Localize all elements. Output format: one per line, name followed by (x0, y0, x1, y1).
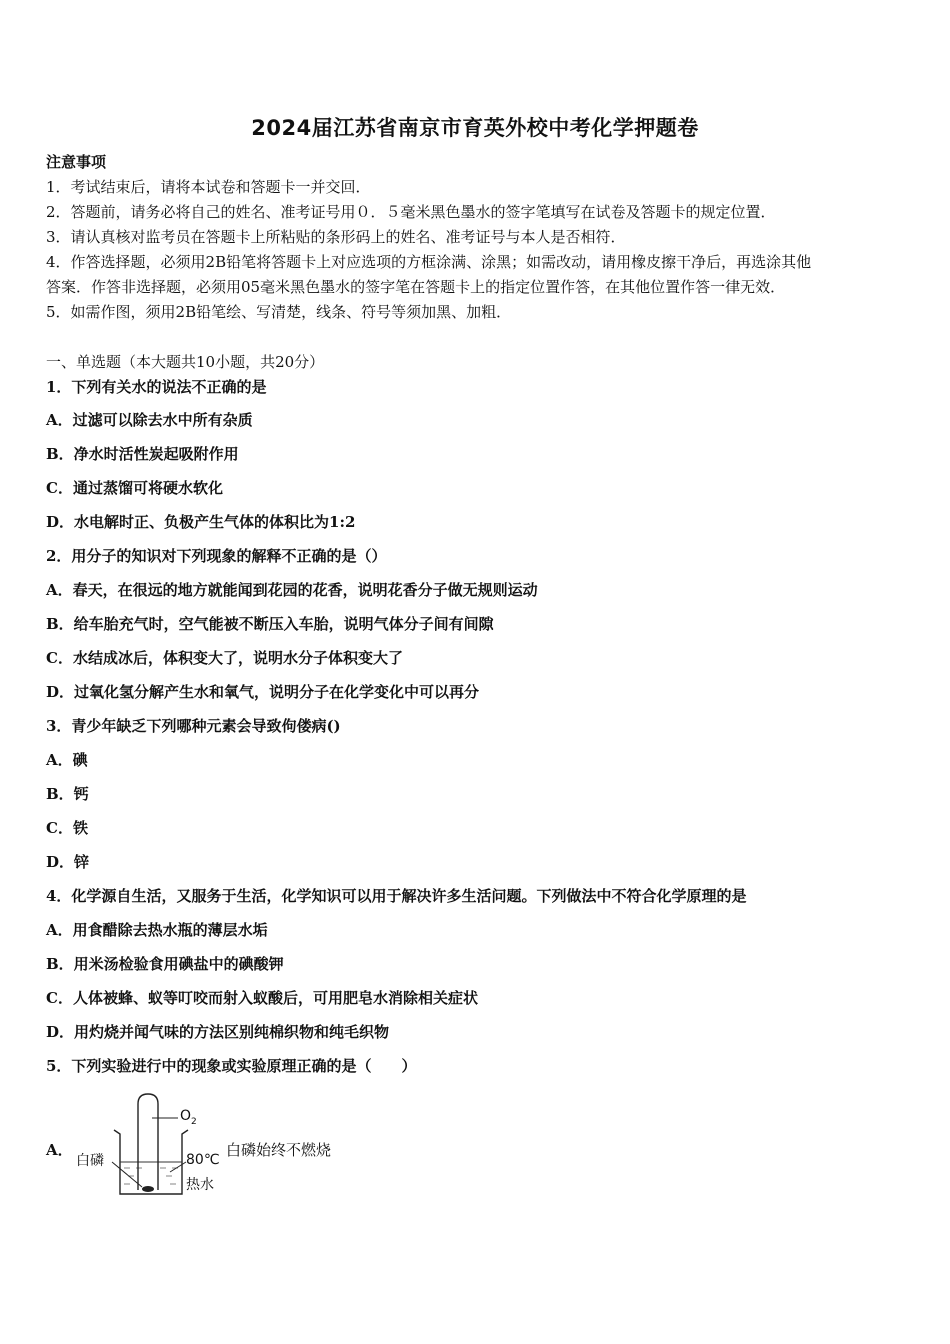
question-option: C．通过蒸馏可将硬水软化 (46, 479, 223, 497)
question-option: D．过氧化氢分解产生水和氧气，说明分子在化学变化中可以再分 (46, 683, 480, 701)
question-option: B．用米汤检验食用碘盐中的碘酸钾 (46, 955, 284, 973)
question-option: C．铁 (46, 819, 88, 837)
question-option: B．净水时活性炭起吸附作用 (46, 445, 239, 463)
option-letter: A． (46, 1141, 73, 1159)
question-option: A．过滤可以除去水中所有杂质 (46, 411, 253, 429)
question-stem: 3．青少年缺乏下列哪种元素会导致佝偻病() (46, 717, 341, 735)
note-item: 2．答题前，请务必将自己的姓名、准考证号用０．５毫米黑色墨水的签字笔填写在试卷及答题卡的规定位置． (46, 203, 776, 221)
question-option: D．用灼烧并闻气味的方法区别纯棉织物和纯毛织物 (46, 1023, 390, 1041)
question-option: C．人体被蜂、蚁等叮咬而射入蚁酸后，可用肥皂水消除相关症状 (46, 989, 478, 1007)
question-stem: 2．用分子的知识对下列现象的解释不正确的是（） (46, 547, 387, 565)
note-item: 答案．作答非选择题，必须用05毫米黑色墨水的签字笔在答题卡上的指定位置作答，在其他位置作答一律无效． (46, 278, 786, 296)
phosphorus-label: 白磷 (76, 1153, 104, 1169)
question-option: A．碘 (46, 751, 88, 769)
question-stem: 5．下列实验进行中的现象或实验原理正确的是（ ） (46, 1057, 417, 1075)
temperature-label: 80℃ (186, 1152, 220, 1168)
question-option: B．钙 (46, 785, 89, 803)
question-option: C．水结成冰后，体积变大了，说明水分子体积变大了 (46, 649, 403, 667)
page-title: 2024届江苏省南京市育英外校中考化学押题卷 (251, 116, 699, 140)
question-option: B．给车胎充气时，空气能被不断压入车胎，说明气体分子间有间隙 (46, 615, 494, 633)
question-option: A．用食醋除去热水瓶的薄层水垢 (46, 921, 268, 939)
notes-heading: 注意事项 (46, 153, 107, 171)
question-stem: 1．下列有关水的说法不正确的是 (46, 378, 267, 396)
note-item: 5．如需作图，须用2B铅笔绘、写清楚，线条、符号等须加黑、加粗． (46, 303, 512, 321)
hot-water-label: 热水 (186, 1177, 214, 1193)
gas-label: $O_2$ (180, 1108, 197, 1127)
question-stem: 4．化学源自生活，又服务于生活，化学知识可以用于解决许多生活问题。下列做法中不符合化学原理的是 (46, 887, 747, 905)
question-option: D．锌 (46, 853, 90, 871)
section-heading: 一、单选题（本大题共10小题，共20分） (46, 353, 325, 371)
question-option: D．水电解时正、负极产生气体的体积比为1:2 (46, 513, 356, 531)
experiment-figure (72, 1090, 232, 1200)
question-option: A．春天，在很远的地方就能闻到花园的花香，说明花香分子做无规则运动 (46, 581, 538, 599)
note-item: 1．考试结束后，请将本试卷和答题卡一并交回． (46, 178, 371, 196)
note-item: 4．作答选择题，必须用2B铅笔将答题卡上对应选项的方框涂满、涂黑；如需改动，请用橡皮擦干净后，再选涂其他 (46, 253, 812, 271)
note-item: 3．请认真核对监考员在答题卡上所粘贴的条形码上的姓名、准考证号与本人是否相符． (46, 228, 626, 246)
option-text: 白磷始终不燃烧 (226, 1141, 332, 1159)
